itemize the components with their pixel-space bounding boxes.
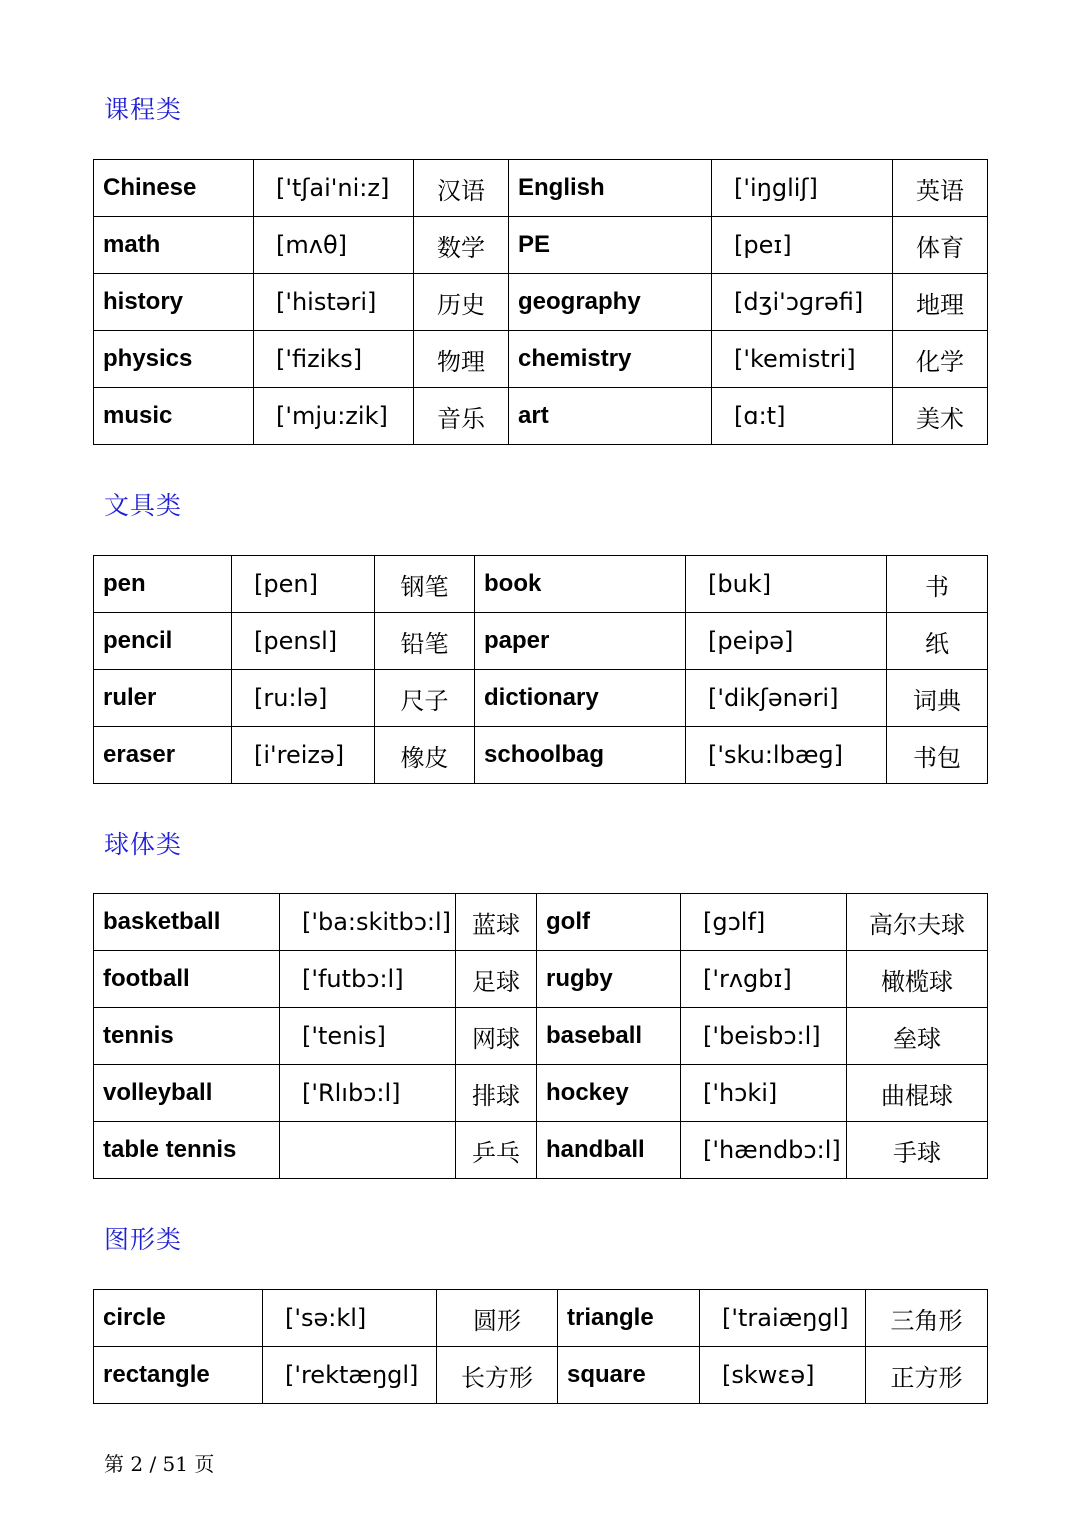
chinese-cell: 化学 [893, 331, 988, 388]
phonetic-cell: ['histəri] [254, 274, 414, 331]
chinese-cell: 网球 [456, 1008, 537, 1065]
word-cell: pencil [94, 613, 232, 670]
phonetic-cell: [gɔlf] [681, 894, 847, 951]
section-heading-balls: 球体类 [104, 830, 183, 859]
table-row [94, 556, 988, 613]
chinese-cell: 手球 [847, 1122, 988, 1179]
chinese-cell: 书 [887, 556, 988, 613]
chinese-cell: 地理 [893, 274, 988, 331]
chinese-cell: 词典 [887, 670, 988, 727]
chinese-cell: 曲棍球 [847, 1065, 988, 1122]
word-cell: math [94, 217, 254, 274]
vocab-table-shapes [93, 1289, 988, 1404]
chinese-cell: 足球 [456, 951, 537, 1008]
word-cell: PE [509, 217, 712, 274]
phonetic-cell: ['beisbɔ:l] [681, 1008, 847, 1065]
vocab-table-courses [93, 159, 988, 445]
chinese-cell: 正方形 [866, 1347, 988, 1404]
table-row [94, 217, 988, 274]
word-cell: football [94, 951, 280, 1008]
phonetic-cell: [pensl] [232, 613, 375, 670]
chinese-cell: 音乐 [414, 388, 509, 445]
phonetic-cell: ['sku:lbæɡ] [686, 727, 887, 784]
phonetic-cell: ['hændbɔ:l] [681, 1122, 847, 1179]
phonetic-cell: ['tʃai'ni:z] [254, 160, 414, 217]
word-cell: golf [537, 894, 681, 951]
table-row [94, 894, 988, 951]
chinese-cell: 英语 [893, 160, 988, 217]
table-row [94, 388, 988, 445]
table-row [94, 951, 988, 1008]
word-cell: handball [537, 1122, 681, 1179]
chinese-cell: 历史 [414, 274, 509, 331]
phonetic-cell: [ɑ:t] [712, 388, 893, 445]
word-cell: schoolbag [475, 727, 686, 784]
phonetic-cell: [pen] [232, 556, 375, 613]
chinese-cell: 物理 [414, 331, 509, 388]
word-cell: basketball [94, 894, 280, 951]
table-row [94, 160, 988, 217]
chinese-cell: 圆形 [437, 1290, 558, 1347]
word-cell: circle [94, 1290, 263, 1347]
table-row [94, 274, 988, 331]
phonetic-cell: [ru:lə] [232, 670, 375, 727]
chinese-cell: 橡皮 [375, 727, 475, 784]
word-cell: hockey [537, 1065, 681, 1122]
word-cell: paper [475, 613, 686, 670]
word-cell: eraser [94, 727, 232, 784]
table-row [94, 331, 988, 388]
table-row [94, 670, 988, 727]
word-cell: rugby [537, 951, 681, 1008]
vocab-table-balls [93, 893, 988, 1179]
word-cell: English [509, 160, 712, 217]
chinese-cell: 排球 [456, 1065, 537, 1122]
chinese-cell: 书包 [887, 727, 988, 784]
chinese-cell: 高尔夫球 [847, 894, 988, 951]
phonetic-cell: ['tenis] [280, 1008, 456, 1065]
phonetic-cell: [skwɛə] [700, 1347, 866, 1404]
phonetic-cell: ['iŋgliʃ] [712, 160, 893, 217]
phonetic-cell: ['mju:zik] [254, 388, 414, 445]
phonetic-cell: [mʌθ] [254, 217, 414, 274]
phonetic-cell: ['sə:kl] [263, 1290, 437, 1347]
word-cell: Chinese [94, 160, 254, 217]
phonetic-cell: [peipə] [686, 613, 887, 670]
word-cell: pen [94, 556, 232, 613]
phonetic-cell: ['rektæŋgl] [263, 1347, 437, 1404]
word-cell: physics [94, 331, 254, 388]
table-row [94, 1008, 988, 1065]
chinese-cell: 三角形 [866, 1290, 988, 1347]
section-heading-shapes: 图形类 [104, 1225, 183, 1254]
table-row [94, 1065, 988, 1122]
phonetic-cell: ['Rlıbɔ:l] [280, 1065, 456, 1122]
chinese-cell: 垒球 [847, 1008, 988, 1065]
page-number: 第 2 / 51 页 [104, 1452, 215, 1476]
chinese-cell: 汉语 [414, 160, 509, 217]
section-heading-stationery: 文具类 [104, 491, 183, 520]
word-cell: rectangle [94, 1347, 263, 1404]
phonetic-cell: ['futbɔ:l] [280, 951, 456, 1008]
word-cell: book [475, 556, 686, 613]
table-row [94, 613, 988, 670]
word-cell: triangle [558, 1290, 700, 1347]
chinese-cell: 纸 [887, 613, 988, 670]
word-cell: table tennis [94, 1122, 280, 1179]
phonetic-cell: ['rʌgbɪ] [681, 951, 847, 1008]
word-cell: art [509, 388, 712, 445]
phonetic-cell: ['ba:skitbɔ:l] [280, 894, 456, 951]
phonetic-cell: [i'reizə] [232, 727, 375, 784]
word-cell: volleyball [94, 1065, 280, 1122]
chinese-cell: 钢笔 [375, 556, 475, 613]
word-cell: baseball [537, 1008, 681, 1065]
section-heading-courses: 课程类 [104, 95, 183, 124]
word-cell: tennis [94, 1008, 280, 1065]
phonetic-cell: ['traiæŋgl] [700, 1290, 866, 1347]
chinese-cell: 尺子 [375, 670, 475, 727]
chinese-cell: 数学 [414, 217, 509, 274]
phonetic-cell: ['fiziks] [254, 331, 414, 388]
word-cell: history [94, 274, 254, 331]
chinese-cell: 铅笔 [375, 613, 475, 670]
word-cell: music [94, 388, 254, 445]
phonetic-cell: [buk] [686, 556, 887, 613]
phonetic-cell [280, 1122, 456, 1179]
vocab-table-stationery [93, 555, 988, 784]
chinese-cell: 体育 [893, 217, 988, 274]
word-cell: square [558, 1347, 700, 1404]
chinese-cell: 乒乓 [456, 1122, 537, 1179]
phonetic-cell: [dʒi'ɔɡrəfi] [712, 274, 893, 331]
phonetic-cell: ['kemistri] [712, 331, 893, 388]
table-row [94, 1290, 988, 1347]
table-row [94, 1347, 988, 1404]
chinese-cell: 橄榄球 [847, 951, 988, 1008]
word-cell: dictionary [475, 670, 686, 727]
word-cell: chemistry [509, 331, 712, 388]
chinese-cell: 蓝球 [456, 894, 537, 951]
table-row [94, 1122, 988, 1179]
phonetic-cell: ['hɔki] [681, 1065, 847, 1122]
chinese-cell: 长方形 [437, 1347, 558, 1404]
table-row [94, 727, 988, 784]
phonetic-cell: ['dikʃənəri] [686, 670, 887, 727]
word-cell: ruler [94, 670, 232, 727]
word-cell: geography [509, 274, 712, 331]
phonetic-cell: [peɪ] [712, 217, 893, 274]
chinese-cell: 美术 [893, 388, 988, 445]
